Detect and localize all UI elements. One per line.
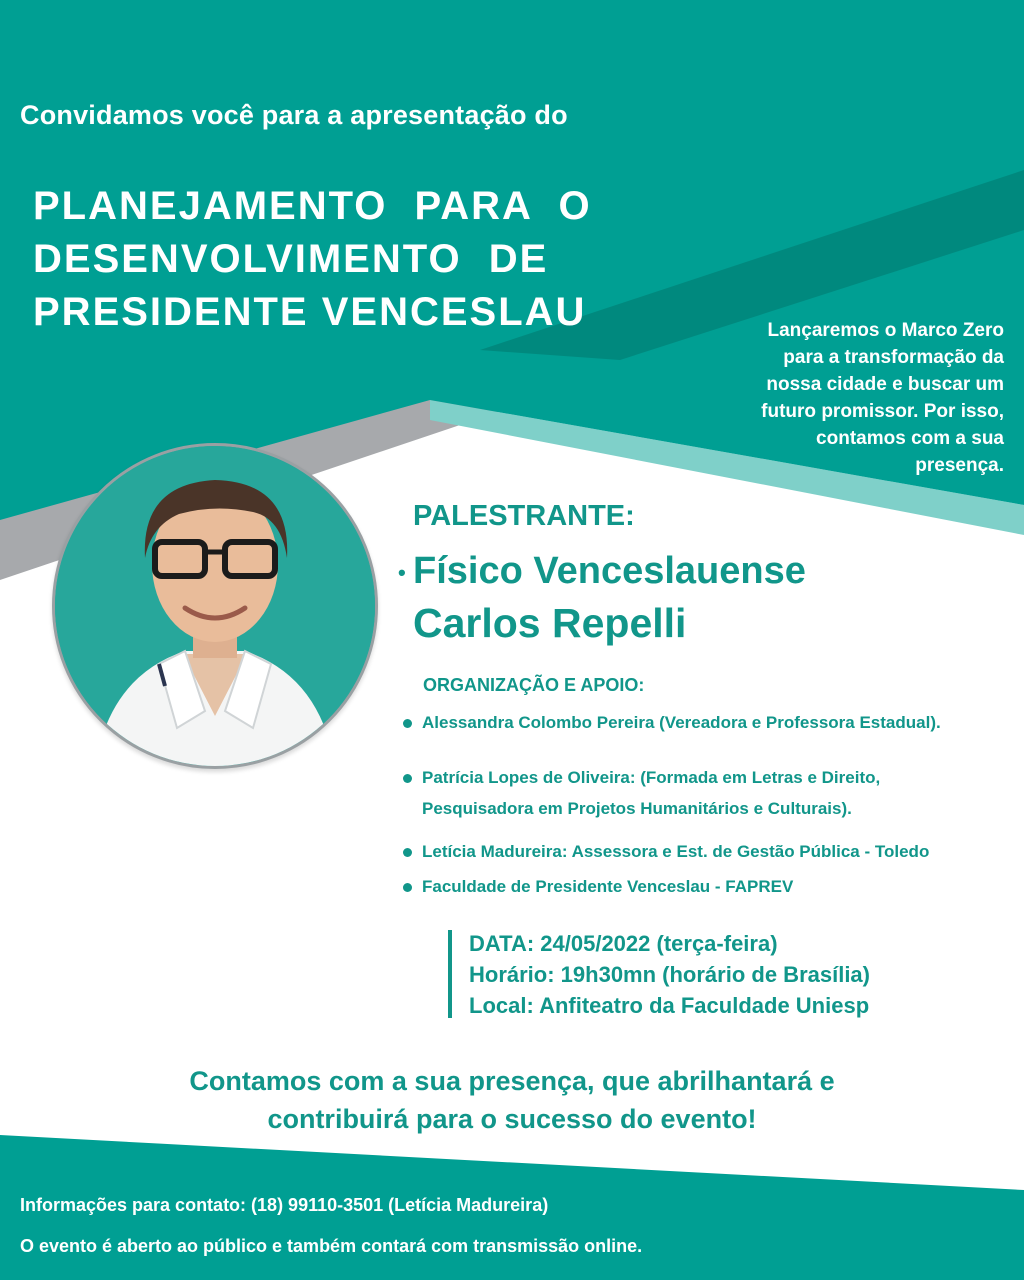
launch-line: Lançaremos o Marco Zero (767, 320, 1004, 341)
title-line: PLANEJAMENTO PARA O (33, 184, 592, 228)
public-event-note: O evento é aberto ao público e também contará com transmissão online. (20, 1236, 643, 1256)
contact-info: Informações para contato: (18) 99110-3501 (Letícia Madureira) (20, 1195, 549, 1215)
organization-item (403, 873, 793, 901)
launch-line: presença. (915, 455, 1004, 476)
event-date: DATA: 24/05/2022 (terça-feira) (469, 931, 778, 956)
organization-label: ORGANIZAÇÃO E APOIO: (423, 675, 645, 695)
organization-item (403, 838, 929, 866)
invitation-intro: Convidamos você para a apresentação do (20, 100, 568, 130)
title-line: DESENVOLVIMENTO DE (33, 237, 549, 281)
organization-item (403, 709, 941, 737)
speaker-portrait (55, 446, 375, 766)
speaker-role: Físico Venceslauense (413, 550, 806, 592)
event-details-divider (448, 930, 452, 1018)
closing-line: Contamos com a sua presença, que abrilhantará e (189, 1066, 835, 1096)
organization-item-text: Alessandra Colombo Pereira (Vereadora e Professora Estadual). (422, 713, 941, 732)
launch-line: nossa cidade e buscar um (766, 374, 1004, 395)
speaker-name: Carlos Repelli (413, 600, 687, 646)
bullet-icon (403, 883, 412, 892)
speaker-photo (52, 443, 378, 769)
closing-line: contribuirá para o sucesso do evento! (267, 1104, 757, 1134)
organization-item (403, 764, 880, 823)
bullet-icon (403, 719, 412, 728)
bullet-icon (403, 774, 412, 783)
launch-line: contamos com a sua (816, 428, 1004, 449)
organization-item-text: Patrícia Lopes de Oliveira: (Formada em Letras e Direito, (422, 768, 881, 787)
title-line: PRESIDENTE VENCESLAU (33, 290, 587, 334)
launch-message (704, 317, 1004, 479)
launch-line: para a transformação da (783, 347, 1004, 368)
speaker-label: PALESTRANTE: (413, 500, 635, 532)
closing-message (0, 1062, 1024, 1138)
event-details (469, 928, 870, 1021)
speaker-bullet: • (398, 560, 406, 585)
bullet-icon (403, 848, 412, 857)
launch-line: futuro promissor. Por isso, (761, 401, 1004, 422)
organization-item-text: Faculdade de Presidente Venceslau - FAPREV (422, 877, 794, 896)
event-title (33, 180, 592, 339)
event-time: Horário: 19h30mn (horário de Brasília) (469, 962, 870, 987)
event-place: Local: Anfiteatro da Faculdade Uniesp (469, 993, 870, 1018)
organization-item-text: Letícia Madureira: Assessora e Est. de Gestão Pública - Toledo (422, 842, 930, 861)
organization-item-text: Pesquisadora em Projetos Humanitários e Culturais). (422, 799, 852, 818)
